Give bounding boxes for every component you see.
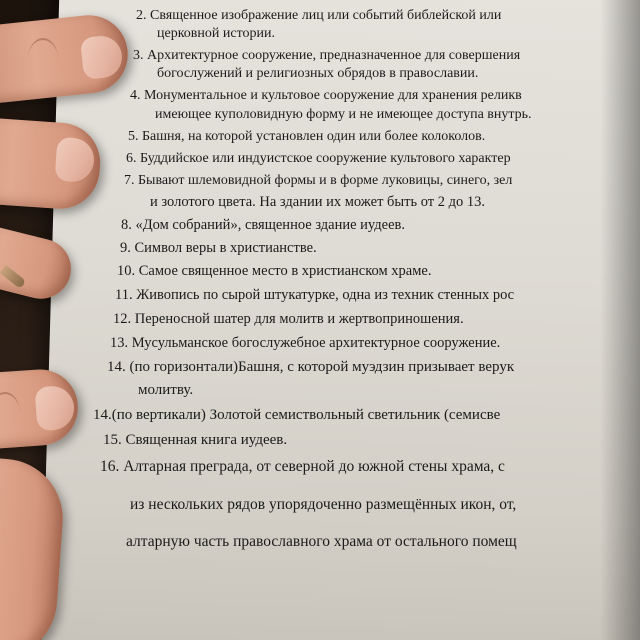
clue-line: и золотого цвета. На здании их может быть от 2 до 13. <box>150 194 486 210</box>
clue-line: 15. Священная книга иудеев. <box>103 432 288 448</box>
clue-line: 13. Мусульманское богослужебное архитектурное сооружение. <box>110 335 501 351</box>
clue-line: 14.(по вертикали) Золотой семиствольный светильник (семисве <box>93 407 501 423</box>
clue-line: 4. Монументальное и культовое сооружение для хранения реликв <box>130 88 522 103</box>
clue-line: 3. Архитектурное сооружение, предназначенное для совершения <box>133 48 521 63</box>
clue-line: 9. Символ веры в христианстве. <box>120 240 317 256</box>
clue-line: 12. Переносной шатер для молитв и жертвоприношения. <box>113 311 464 327</box>
clue-line: 5. Башня, на которой установлен один или более колоколов. <box>128 129 486 144</box>
clue-line: церковной истории. <box>157 26 276 41</box>
clue-line: 8. «Дом собраний», священное здание иудеев. <box>121 217 405 233</box>
clue-line: 7. Бывают шлемовидной формы и в форме луковицы, синего, зел <box>124 173 513 188</box>
clue-line: имеющее куполовидную форму и не имеющее доступа внутрь. <box>155 107 532 122</box>
clue-line: богослужений и религиозных обрядов в православии. <box>157 66 479 81</box>
clue-line: 2. Священное изображение лиц или событий библейской или <box>136 8 502 23</box>
clue-line: из нескольких рядов упорядоченно размещённых икон, от, <box>130 496 517 513</box>
paper-edge-shadow <box>600 0 640 640</box>
clue-line: 11. Живопись по сырой штукатурке, одна из техник стенных рос <box>115 287 515 303</box>
clue-line: 14. (по горизонтали)Башня, с которой муэдзин призывает верук <box>107 359 515 375</box>
clue-line: 10. Самое священное место в христианском храме. <box>117 263 432 279</box>
clue-line: 6. Буддийское или индуистское сооружение культового характер <box>126 151 511 166</box>
knuckle-crease <box>28 38 58 80</box>
clue-line: алтарную часть православного храма от остального помещ <box>126 533 517 550</box>
clue-line: 16. Алтарная преграда, от северной до южной стены храма, с <box>100 458 505 475</box>
clue-line: молитву. <box>138 382 194 398</box>
